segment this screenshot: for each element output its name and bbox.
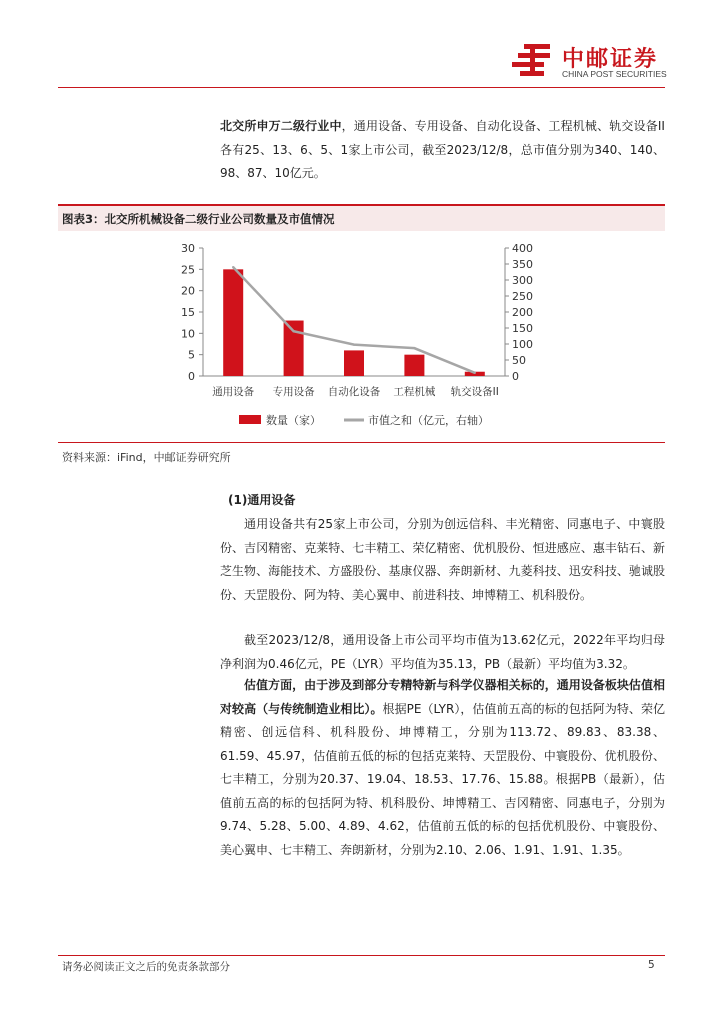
figure-source: 资料来源：iFind，中邮证券研究所 [62, 451, 231, 464]
figure-title: 图表3：北交所机械设备二级行业公司数量及市值情况 [62, 212, 335, 226]
line-point [232, 266, 234, 268]
footer-divider [58, 955, 665, 956]
legend-label-bar: 数量（家） [266, 414, 321, 427]
figure-source-divider [58, 442, 665, 443]
y-left-tick-label: 30 [181, 242, 195, 255]
line-point [474, 372, 476, 374]
china-post-logo-icon [510, 42, 554, 80]
y-right-tick-label: 100 [512, 338, 533, 351]
y-left-tick-label: 20 [181, 284, 195, 298]
header-divider [58, 87, 665, 88]
y-right-tick-label: 300 [512, 274, 533, 287]
chart [58, 232, 665, 442]
brand-name-cn: 中邮证券 [562, 47, 659, 72]
valuation-bold-lead: 估值方面，由于涉及到部分专精特新与科学仪器相关标的，通用设备板块估值相对较高（与传统制造业相比）。 [220, 678, 665, 716]
brand-name-en: CHINA POST SECURITIES [562, 69, 667, 79]
y-right-tick-label: 400 [512, 242, 533, 255]
line-point [353, 343, 355, 345]
section-paragraph-valuation [220, 674, 665, 862]
x-tick-label: 工程机械 [393, 386, 436, 398]
x-tick-label: 自动化设备 [327, 386, 381, 398]
footer-disclaimer: 请务必阅读正文之后的免责条款部分 [62, 961, 230, 973]
bar [223, 269, 243, 376]
legend-swatch-bar [239, 415, 261, 424]
intro-paragraph [220, 115, 665, 186]
valuation-text: 根据PE（LYR），估值前五高的标的包括阿为特、荣亿精密、创远信科、机科股份、坤博精工，分别为113.72、89.83、83.38、61.59、45.97，估值前五低的标的包括克莱特、天罡股份、中寰股份、优机股份、七丰精工，分别为20.37、19.04、18.53、17.76、15.88。根据PB（最新），估值前五高的标的包括阿为特、机科股份、坤博精工、吉冈精密、同惠电子，分别为9.74、5.28、5.00、4.89、4.62，估值前五低的标的包括优机股份、中寰股份、美心翼申、七丰精工、奔朗新材，分别为2.10、2.06、1.91、1.91、1.35。 [220, 701, 665, 857]
y-left-tick-label: 15 [181, 306, 195, 319]
bar [404, 355, 424, 376]
section-paragraph-averages: 截至2023/12/8，通用设备上市公司平均市值为13.62亿元，2022年平均归母净利润为0.46亿元，PE（LYR）平均值为35.13，PB（最新）平均值为3.32。 [220, 633, 665, 671]
line-point [413, 347, 415, 349]
y-right-tick-label: 50 [512, 354, 526, 367]
y-left-tick-label: 5 [188, 348, 195, 362]
section-paragraph-companies: 通用设备共有25家上市公司，分别为创远信科、丰光精密、同惠电子、中寰股份、吉冈精密、克莱特、七丰精工、荣亿精密、优机股份、恒进感应、惠丰钻石、新芝生物、海能技术、方盛股份、基康仪器、奔朗新材、九菱科技、迅安科技、驰诚股份、天罡股份、阿为特、美心翼申、前进科技、坤博精工、机科股份。 [220, 517, 665, 602]
y-right-tick-label: 0 [512, 370, 519, 383]
x-tick-label: 轨交设备II [450, 386, 499, 398]
y-left-tick-label: 10 [181, 327, 195, 341]
bar [344, 350, 364, 376]
page-number: 5 [648, 959, 655, 971]
y-right-tick-label: 250 [512, 290, 533, 303]
brand-logo [510, 40, 670, 82]
intro-bold-lead: 北交所申万二级行业中 [220, 119, 342, 133]
y-left-tick-label: 0 [188, 370, 195, 383]
y-right-tick-label: 200 [512, 306, 533, 319]
x-tick-label: 专用设备 [272, 386, 315, 398]
y-right-tick-label: 350 [512, 258, 533, 271]
section-heading: (1)通用设备 [228, 493, 296, 507]
x-tick-label: 通用设备 [212, 386, 255, 398]
figure-title-bar [58, 204, 665, 231]
intro-text: ，通用设备、专用设备、自动化设备、工程机械、轨交设备II各有25、13、6、5、1家上市公司，截至2023/12/8，总市值分别为340、140、98、87、10亿元。 [220, 119, 665, 180]
line-point [292, 330, 294, 332]
bar [284, 321, 304, 376]
y-right-tick-label: 150 [512, 322, 533, 335]
chart-svg [58, 232, 665, 442]
y-left-tick-label: 25 [181, 263, 195, 277]
legend-label-line: 市值之和（亿元，右轴） [368, 414, 489, 427]
